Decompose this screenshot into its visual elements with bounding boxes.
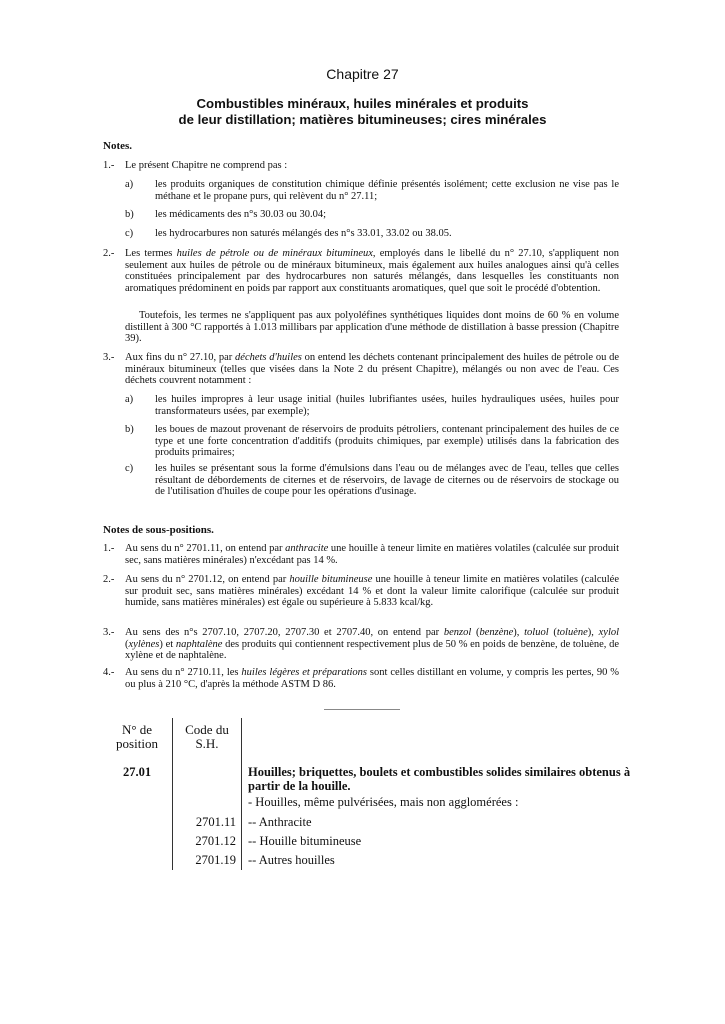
note-2-number: 2.- — [103, 248, 115, 259]
note-2-text: Les termes huiles de pétrole ou de minéraux bitumineux, employés dans le libellé du n° 27.10, s'appliquent non seulement aux huiles de pétrole ou de minéraux bitumineux, mais également aux huiles analogues ainsi qu'à celles constituées principalement par des hydrocarbures non saturés mélangés, dans lesquelles les constituants non aromatiques prédominent en poids par rapport aux constituants aromatiques, quel que soit le procédé d'obtention. — [125, 248, 619, 294]
note-1c-letter: c) — [125, 228, 134, 239]
heading-number: 27.01 — [122, 765, 152, 779]
note-3c-letter: c) — [125, 463, 134, 474]
chapter-title-line-2: de leur distillation; matières bitumineuses; cires minérales — [178, 112, 547, 127]
heading-description: Houilles; briquettes, boulets et combustibles solides similaires obtenus à partir de la houille. — [248, 765, 631, 793]
subnote-4-number: 4.- — [103, 667, 115, 678]
note-1b-text: les médicaments des n°s 30.03 ou 30.04; — [155, 209, 327, 220]
note-1a-text: les produits organiques de constitution chimique définie présentés isolément; cette exclusion ne vise pas le méthane et le propane purs, qui relèvent du n° 27.11; — [155, 179, 619, 202]
subnote-2-number: 2.- — [103, 574, 115, 585]
note-3-text: Aux fins du n° 27.10, par déchets d'huiles on entend les déchets contenant principalement des huiles de pétrole ou de minéraux bitumineux (telles que visées dans la Note 2 du présent Chapitre), mélangés ou non avec de l'eau. Ces déchets couvrent notamment : — [125, 352, 619, 387]
table-divider-1 — [172, 718, 173, 870]
table-row-code: 2701.11 — [195, 815, 236, 829]
chapter-label: Chapitre 27 — [326, 66, 399, 82]
note-2-paragraph: Toutefois, les termes ne s'appliquent pas aux polyoléfines synthétiques liquides dont moins de 60 % en volume distillent à 300 °C rapportés à 1.013 millibars par application d'une méthode de distillation à basse pression (Chapitre 39). — [125, 310, 619, 345]
table-row: - Houilles, même pulvérisées, mais non agglomérées : — [248, 795, 519, 809]
note-1b-letter: b) — [125, 209, 134, 220]
note-3a-text: les huiles impropres à leur usage initial (huiles lubrifiantes usées, huiles hydrauliques usées, huiles pour transformateurs usées, par exemple); — [155, 394, 619, 417]
note-1c-text: les hydrocarbures non saturés mélangés des n°s 33.01, 33.02 ou 38.05. — [155, 228, 452, 239]
chapter-title — [100, 96, 625, 128]
column-header-position: N° de position — [116, 722, 158, 751]
notes-heading: Notes. — [103, 140, 133, 152]
subnote-1-number: 1.- — [103, 543, 115, 554]
note-1a-letter: a) — [125, 179, 134, 190]
subnote-1-text: Au sens du n° 2701.11, on entend par anthracite une houille à teneur limite en matières volatiles (calculée sur produit sec, sans matières minérales) n'excédant pas 14 %. — [125, 543, 619, 566]
note-3c-text: les huiles se présentant sous la forme d'émulsions dans l'eau ou de mélanges avec de l'eau, telles que celles résultant de débordements de citernes et de réservoirs, de lavage de citernes ou de réservoirs de stockage ou de l'utilisation d'huiles de coupe pour les opérations d'usinage. — [155, 463, 619, 498]
note-3b-letter: b) — [125, 424, 134, 435]
chapter-title-line-1: Combustibles minéraux, huiles minérales et produits — [196, 96, 529, 111]
note-3-number: 3.- — [103, 352, 115, 363]
subnote-4-text: Au sens du n° 2710.11, les huiles légères et préparations sont celles distillant en volume, y compris les pertes, 90 % ou plus à 210 °C, d'après la méthode ASTM D 86. — [125, 667, 619, 690]
table-row: -- Anthracite — [248, 815, 312, 829]
table-row: -- Autres houilles — [248, 853, 335, 867]
table-row-code: 2701.12 — [195, 834, 236, 848]
table-row-code: 2701.19 — [195, 853, 236, 867]
column-header-hs-code: Code du S.H. — [185, 722, 229, 751]
subnote-3-text: Au sens des n°s 2707.10, 2707.20, 2707.30 et 2707.40, on entend par benzol (benzène), toluol (toluène), xylol (xylènes) et naphtalène des produits qui contiennent respectivement plus de 50 % en poids de benzène, de toluène, de xylène et de naphtalène. — [125, 627, 620, 662]
separator-rule — [324, 709, 400, 710]
subheading-notes-heading: Notes de sous-positions. — [103, 524, 214, 536]
table-divider-2 — [241, 718, 242, 870]
note-1-text: Le présent Chapitre ne comprend pas : — [125, 160, 288, 171]
note-3a-letter: a) — [125, 394, 134, 405]
table-row: -- Houille bitumineuse — [248, 834, 362, 848]
note-1-number: 1.- — [103, 160, 115, 171]
subnote-2-text: Au sens du n° 2701.12, on entend par houille bitumineuse une houille à teneur limite en matières volatiles (calculée sur produit sec, sans matières minérales) excédant 14 % et dont la valeur limite calorifique (calculée sur produit humide, sans matières minérales) est égale ou supérieure à 5.833 kcal/kg. — [125, 574, 620, 609]
subnote-3-number: 3.- — [103, 627, 115, 638]
note-3b-text: les boues de mazout provenant de réservoirs de produits pétroliers, contenant principalement des huiles de ce type et une forte concentration d'additifs (produits chimiques, par exemple) utilisés dans la fabrication des produits primaires; — [155, 424, 619, 459]
